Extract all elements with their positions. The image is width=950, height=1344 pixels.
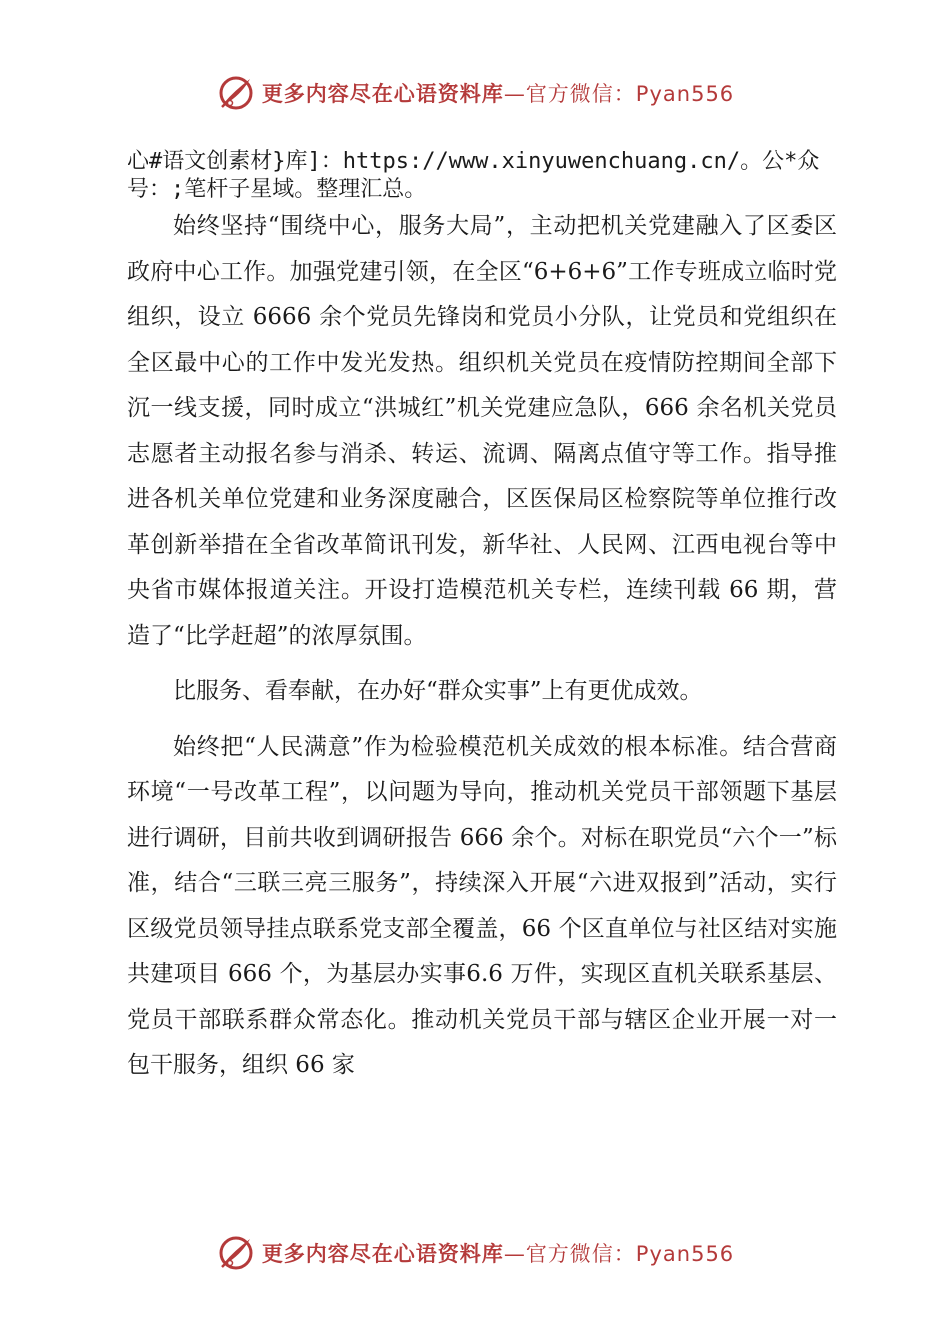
document-body — [127, 204, 837, 1089]
quill-pen-logo-icon — [216, 1233, 256, 1273]
header-banner — [0, 68, 950, 118]
header-banner-bold: 更多内容尽在心语资料库 — [261, 82, 504, 106]
footer-banner-bold: 更多内容尽在心语资料库 — [261, 1242, 504, 1266]
paragraph-3: 始终把“人民满意”作为检验模范机关成效的根本标准。结合营商环境“一号改革工程”，以问题为导向，推动机关党员干部领题下基层进行调研，目前共收到调研报告 666 余个。对标在职党员“六个一”标准，结合“三联三亮三服务”，持续深入开展“六进双报到”活动，实行区级党员领导挂点联系党支部全覆盖，66 个区直单位与社区结对实施共建项目 666 个，为基层办实事6.6 万件，实现区直机关联系基层、党员干部联系群众常态化。推动机关党员干部与辖区企业开展一对一包干服务，组织 66 家 — [127, 733, 837, 1078]
quill-pen-logo-icon — [216, 73, 256, 113]
paragraph-2: 比服务、看奉献，在办好“群众实事”上有更优成效。 — [173, 678, 703, 704]
intro-source-line: 心#语文创素材}库]：https://www.xinyuwenchuang.cn/。公*众号：;笔杆子星域。整理汇总。 — [127, 149, 820, 202]
footer-banner-rest: —官方微信：Pyan556 — [503, 1242, 735, 1266]
paragraph-1: 始终坚持“围绕中心，服务大局”，主动把机关党建融入了区委区政府中心工作。加强党建引领，在全区“6+6+6”工作专班成立临时党组织，设立 6666 余个党员先锋岗和党员小分队，让党员和党组织在全区最中心的工作中发光发热。组织机关党员在疫情防控期间全部下沉一线支援，同时成立“洪城红”机关党建应急队，666 余名机关党员志愿者主动报名参与消杀、转运、流调、隔离点值守等工作。指导推进各机关单位党建和业务深度融合，区医保局区检察院等单位推行改革创新举措在全省改革简讯刊发，新华社、人民网、江西电视台等中央省市媒体报道关注。开设打造模范机关专栏，连续刊载 66 期，营造了“比学赶超”的浓厚氛围。 — [127, 213, 837, 649]
header-banner-rest: —官方微信：Pyan556 — [503, 82, 735, 106]
header-banner-text — [262, 78, 734, 108]
footer-banner — [0, 1228, 950, 1278]
footer-banner-text — [262, 1238, 734, 1268]
